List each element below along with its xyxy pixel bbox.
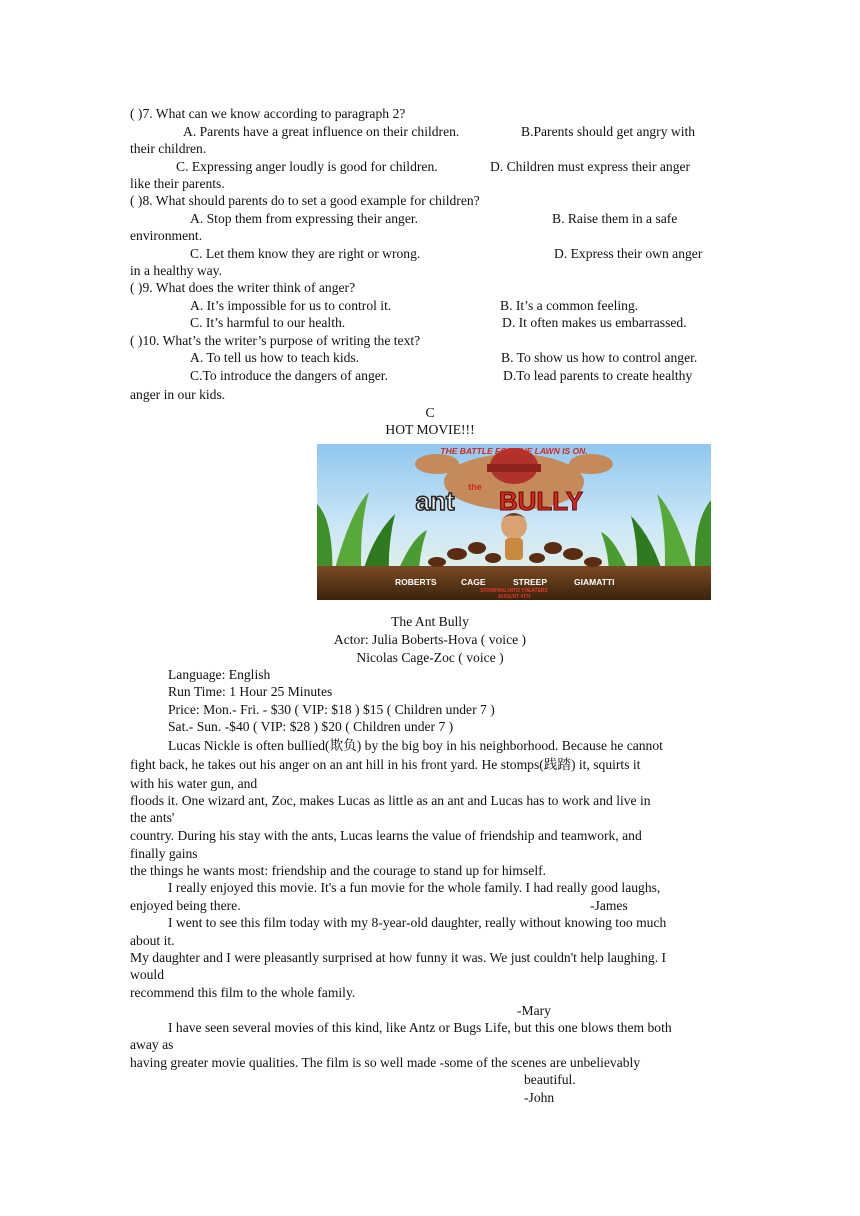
review-2-line-2: about it.: [130, 933, 175, 948]
q8-option-b: B. Raise them in a safe: [552, 211, 678, 226]
q8-option-c: C. Let them know they are right or wrong.: [190, 246, 421, 261]
q8-option-d: D. Express their own anger: [554, 246, 703, 261]
q7-option-a: A. Parents have a great influence on their children.: [183, 124, 460, 139]
review-2-line-4: would: [130, 967, 164, 982]
q10-option-a: A. To tell us how to teach kids.: [190, 350, 360, 365]
q7-option-d-cont: like their parents.: [130, 176, 225, 191]
poster-tagline: THE BATTLE FOR THE LAWN IS ON.: [440, 446, 588, 456]
story-line-6: country. During his stay with the ants, Lucas learns the value of friendship and teamwork, and: [130, 828, 642, 843]
review-2-line-5: recommend this film to the whole family.: [130, 985, 356, 1000]
question-8: ( )8. What should parents do to set a good example for children?: [130, 193, 480, 208]
poster-logo-the: the: [468, 482, 482, 492]
review-3-line-3: having greater movie qualities. The film is so well made -some of the scenes are unbelievably: [130, 1055, 641, 1070]
story-line-7: finally gains: [130, 846, 198, 861]
q7-option-b-cont: their children.: [130, 141, 207, 156]
q9-option-d: D. It often makes us embarrassed.: [502, 315, 687, 330]
poster-release-date: AUGUST 4TH: [498, 594, 530, 600]
movie-price-weekday: Price: Mon.- Fri. - $30 ( VIP: $18 ) $15 ( Children under 7 ): [168, 702, 495, 717]
movie-actor-1: Actor: Julia Boberts-Hova ( voice ): [333, 632, 527, 647]
movie-price-weekend: Sat.- Sun. -$40 ( VIP: $28 ) $20 ( Children under 7 ): [168, 719, 454, 734]
section-letter: C: [425, 405, 435, 420]
poster-logo-bully: BULLY: [498, 486, 584, 516]
question-7: ( )7. What can we know according to paragraph 2?: [130, 106, 406, 121]
q9-option-a: A. It’s impossible for us to control it.: [190, 298, 392, 313]
review-1-author: -James: [590, 898, 628, 913]
review-3-line-1: I have seen several movies of this kind, like Antz or Bugs Life, but this one blows them both: [168, 1020, 672, 1035]
section-heading: HOT MOVIE!!!: [385, 422, 475, 437]
review-2-author: -Mary: [517, 1003, 551, 1018]
poster-logo-ant: ant: [415, 486, 455, 516]
q10-option-d-cont: anger in our kids.: [130, 387, 226, 402]
review-3-line-4: beautiful.: [524, 1072, 576, 1087]
movie-language: Language: English: [168, 667, 271, 682]
q8-option-b-cont: environment.: [130, 228, 203, 243]
story-line-5: the ants': [130, 810, 175, 825]
poster-cast-2: CAGE: [461, 577, 486, 587]
question-9: ( )9. What does the writer think of anger?: [130, 280, 356, 295]
q10-option-d: D.To lead parents to create healthy: [503, 368, 693, 383]
movie-title: The Ant Bully: [391, 614, 469, 629]
q8-option-d-cont: in a healthy way.: [130, 263, 222, 278]
q7-option-c: C. Expressing anger loudly is good for children.: [176, 159, 438, 174]
q7-option-b: B.Parents should get angry with: [521, 124, 696, 139]
review-1-line-1: I really enjoyed this movie. It's a fun movie for the whole family. I had really good laughs,: [168, 880, 661, 895]
poster-cast-4: GIAMATTI: [574, 577, 615, 587]
review-2-line-1: I went to see this film today with my 8-year-old daughter, really without knowing too much: [168, 915, 667, 930]
review-1-line-2: enjoyed being there.: [130, 898, 241, 913]
movie-actor-2: Nicolas Cage-Zoc ( voice ): [356, 650, 504, 665]
story-line-4: floods it. One wizard ant, Zoc, makes Lucas as little as an ant and Lucas has to work and live in: [130, 793, 651, 808]
q8-option-a: A. Stop them from expressing their anger.: [190, 211, 419, 226]
story-line-3: with his water gun, and: [130, 776, 258, 791]
poster-cast-1: ROBERTS: [395, 577, 437, 587]
q9-option-c: C. It’s harmful to our health.: [190, 315, 346, 330]
review-3-author: -John: [524, 1090, 555, 1105]
story-line-1: Lucas Nickle is often bullied(欺负) by the big boy in his neighborhood. Because he cannot: [168, 738, 663, 753]
story-line-2: fight back, he takes out his anger on an ant hill in his front yard. He stomps(践踏) it, squirts it: [130, 757, 641, 772]
review-2-line-3: My daughter and I were pleasantly surprised at how funny it was. We just couldn't help laughing. I: [130, 950, 667, 965]
movie-poster: [317, 444, 711, 600]
story-line-8: the things he wants most: friendship and the courage to stand up for himself.: [130, 863, 547, 878]
movie-runtime: Run Time: 1 Hour 25 Minutes: [168, 684, 333, 699]
q10-option-c: C.To introduce the dangers of anger.: [190, 368, 388, 383]
q9-option-b: B. It’s a common feeling.: [500, 298, 639, 313]
q10-option-b: B. To show us how to control anger.: [501, 350, 698, 365]
poster-release: STOMPING INTO THEATERS: [480, 588, 548, 594]
question-10: ( )10. What’s the writer’s purpose of writing the text?: [130, 333, 421, 348]
q7-option-d: D. Children must express their anger: [490, 159, 691, 174]
poster-cast-3: STREEP: [513, 577, 548, 587]
review-3-line-2: away as: [130, 1037, 174, 1052]
